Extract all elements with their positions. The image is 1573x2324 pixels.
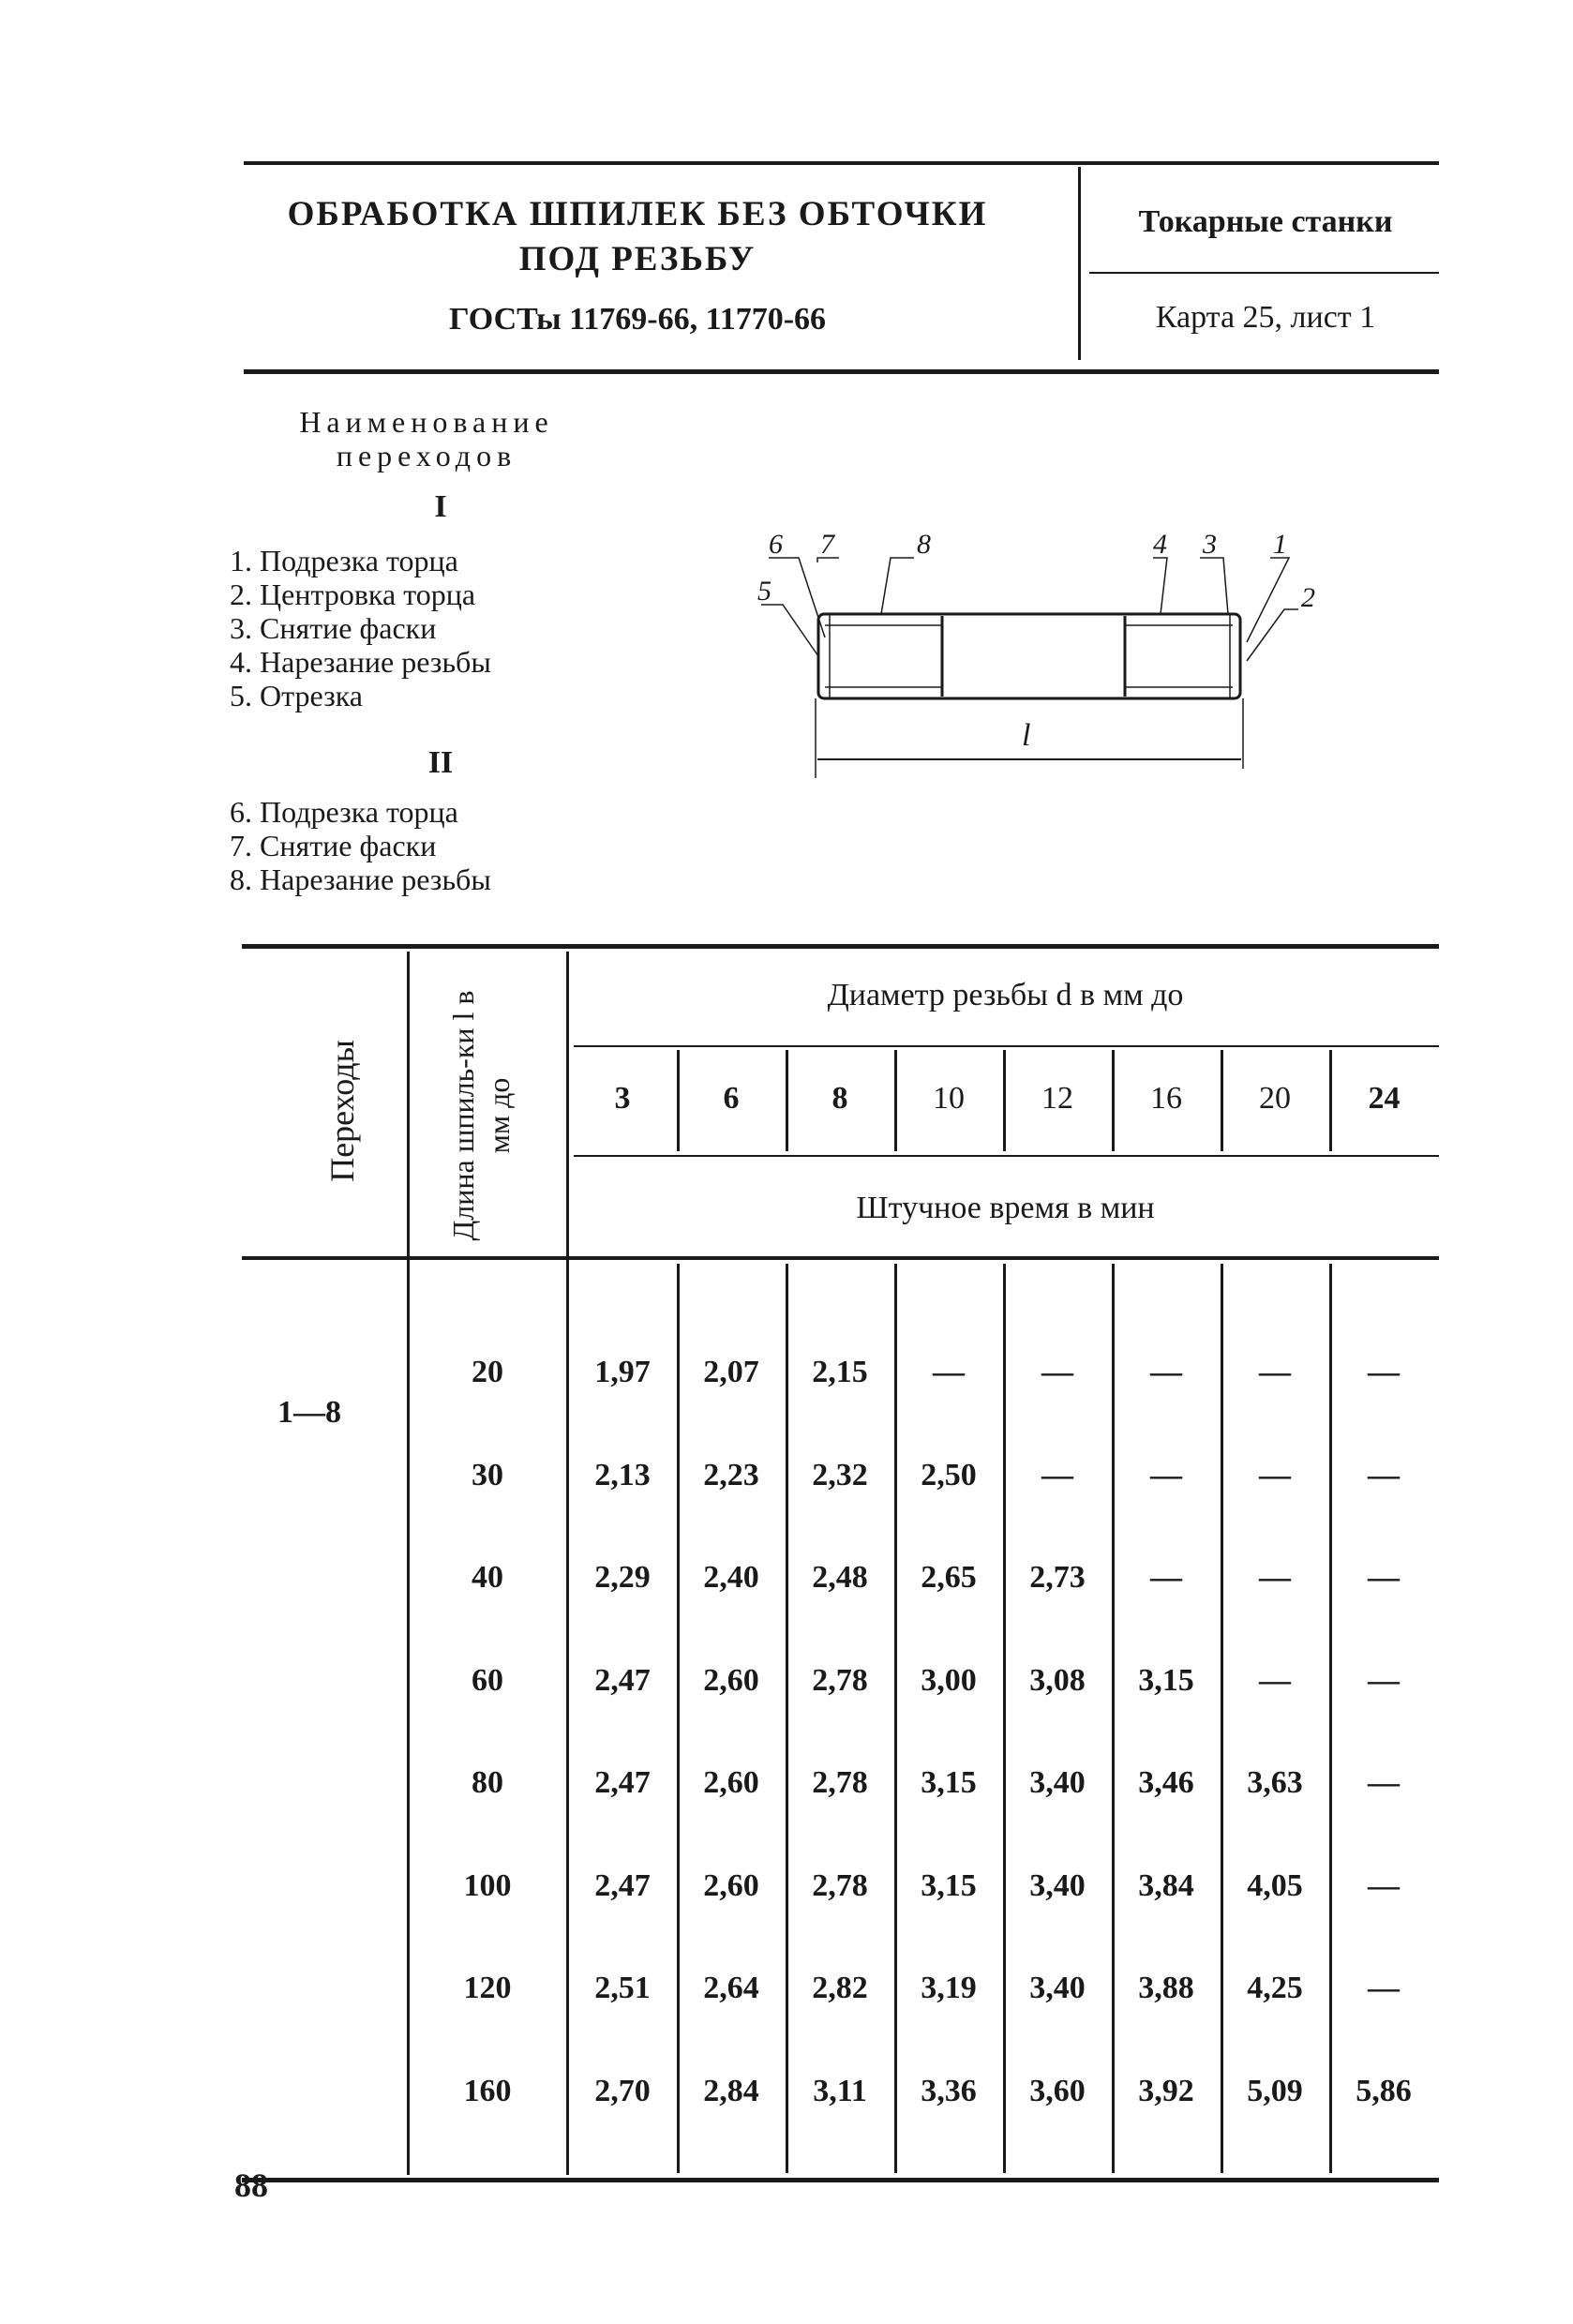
- length-cell: 60: [472, 1663, 503, 1698]
- diameter-value: 3: [614, 1081, 631, 1116]
- time-cell: 5,86: [1356, 2074, 1412, 2108]
- diameter-header: Диаметр резьбы d в мм до: [827, 978, 1184, 1012]
- time-cell: 2,70: [594, 2074, 651, 2108]
- time-cell: 2,73: [1029, 1560, 1086, 1595]
- time-cell: —: [1150, 1560, 1182, 1595]
- operations-group-1: I: [434, 489, 447, 524]
- time-cell: 2,78: [812, 1765, 868, 1800]
- document-title: [253, 192, 1022, 282]
- time-cell: —: [1368, 1458, 1400, 1492]
- diagram-label-3: 3: [1203, 529, 1217, 560]
- length-cell: 100: [463, 1868, 512, 1903]
- body-col-rule: [1221, 1264, 1223, 2173]
- diagram-label-6: 6: [769, 529, 783, 560]
- col-header-transitions: Переходы: [323, 1040, 361, 1182]
- diameter-value: 6: [723, 1081, 740, 1116]
- time-cell: 2,51: [594, 1971, 651, 2005]
- diagram-label-2: 2: [1301, 582, 1315, 613]
- header-side-rule: [1089, 272, 1439, 274]
- time-cell: —: [1150, 1458, 1182, 1492]
- time-cell: 2,48: [812, 1560, 868, 1595]
- time-cell: 2,13: [594, 1458, 651, 1492]
- time-cell: 2,82: [812, 1971, 868, 2005]
- col-rule-transitions: [407, 952, 410, 2175]
- time-cell: 3,36: [921, 2074, 977, 2108]
- diameter-value: 16: [1150, 1081, 1182, 1116]
- operations-list-1: [230, 544, 491, 712]
- length-cell: 120: [463, 1971, 512, 2005]
- body-col-rule: [1329, 1264, 1332, 2173]
- operation-item: 1. Подрезка торца: [230, 544, 458, 577]
- time-cell: 2,40: [703, 1560, 759, 1595]
- diameter-value: 24: [1368, 1081, 1401, 1116]
- body-col-rule: [1112, 1264, 1115, 2173]
- time-cell: —: [1150, 1355, 1182, 1389]
- time-cell: 3,84: [1138, 1868, 1194, 1903]
- time-cell: 3,19: [921, 1971, 977, 2005]
- time-cell: 3,40: [1029, 1765, 1086, 1800]
- operations-title: [253, 405, 600, 472]
- time-cell: —: [1368, 1971, 1400, 2005]
- time-cell: 2,47: [594, 1868, 651, 1903]
- operation-item: 2. Центровка торца: [230, 577, 476, 611]
- transitions-range: 1—8: [277, 1395, 341, 1430]
- diagram-label-5: 5: [757, 576, 772, 607]
- leader-5: [761, 605, 818, 656]
- time-cell: 2,60: [703, 1868, 759, 1903]
- time-cell: 3,15: [921, 1765, 977, 1800]
- diagram-label-8: 8: [917, 529, 931, 560]
- time-cell: 3,88: [1138, 1971, 1194, 2005]
- stud-diagram: [741, 520, 1341, 783]
- time-cell: 2,78: [812, 1868, 868, 1903]
- time-cell: 2,65: [921, 1560, 977, 1595]
- time-cell: 2,07: [703, 1355, 759, 1389]
- machine-type: Токарные станки: [1138, 204, 1393, 239]
- time-cell: —: [933, 1355, 965, 1389]
- page-number: 88: [234, 2167, 268, 2204]
- time-cell: 4,25: [1247, 1971, 1303, 2005]
- time-cell: 2,78: [812, 1663, 868, 1698]
- header-divider: [1078, 167, 1081, 360]
- time-cell: 2,32: [812, 1458, 868, 1492]
- body-col-rule: [677, 1264, 680, 2173]
- time-cell: 2,47: [594, 1765, 651, 1800]
- time-cell: 4,05: [1247, 1868, 1303, 1903]
- stud-body: [818, 614, 1240, 698]
- diagram-label-7: 7: [820, 529, 834, 560]
- time-cell: —: [1259, 1458, 1291, 1492]
- diameter-value: 20: [1259, 1081, 1291, 1116]
- time-cell: —: [1368, 1355, 1400, 1389]
- length-cell: 160: [463, 2074, 512, 2108]
- time-cell: 3,63: [1247, 1765, 1303, 1800]
- time-cell: 3,08: [1029, 1663, 1086, 1698]
- time-cell: 1,97: [594, 1355, 651, 1389]
- col-header-length: Длина шпиль-ки l в мм до: [446, 990, 516, 1241]
- time-cell: —: [1368, 1560, 1400, 1595]
- time-cell: 5,09: [1247, 2074, 1303, 2108]
- time-cell: 2,64: [703, 1971, 759, 2005]
- dimension-label: l: [1022, 718, 1031, 753]
- time-cell: 2,60: [703, 1663, 759, 1698]
- time-cell: —: [1259, 1560, 1291, 1595]
- time-cell: —: [1259, 1663, 1291, 1698]
- time-cell: 3,60: [1029, 2074, 1086, 2108]
- diameter-values-rule: [574, 1155, 1439, 1157]
- length-cell: 80: [472, 1765, 503, 1800]
- gost-reference: ГОСТы 11769-66, 11770-66: [448, 302, 827, 337]
- operations-title-line-1: Наименование: [299, 405, 554, 439]
- time-cell: 2,60: [703, 1765, 759, 1800]
- time-cell: 3,15: [1138, 1663, 1194, 1698]
- operations-title-line-2: переходов: [336, 439, 517, 472]
- time-cell: 3,92: [1138, 2074, 1194, 2108]
- time-cell: 2,84: [703, 2074, 759, 2108]
- operation-item: 8. Нарезание резьбы: [230, 862, 491, 896]
- table-top-rule: [242, 944, 1439, 949]
- time-cell: 3,15: [921, 1868, 977, 1903]
- time-cell: 2,29: [594, 1560, 651, 1595]
- time-cell: —: [1041, 1355, 1073, 1389]
- header-bottom-table-rule: [242, 1256, 1439, 1260]
- time-header: Штучное время в мин: [856, 1191, 1155, 1225]
- time-cell: 3,11: [813, 2074, 867, 2108]
- time-cell: 3,40: [1029, 1868, 1086, 1903]
- body-col-rule: [786, 1264, 788, 2173]
- leader-4: [1153, 558, 1167, 614]
- time-cell: 2,47: [594, 1663, 651, 1698]
- time-cell: —: [1259, 1355, 1291, 1389]
- diagram-label-4: 4: [1153, 529, 1167, 560]
- operation-item: 7. Снятие фаски: [230, 829, 437, 862]
- time-cell: 2,50: [921, 1458, 977, 1492]
- diameter-header-rule: [574, 1045, 1439, 1047]
- body-col-rule: [1003, 1264, 1006, 2173]
- operations-group-2: II: [427, 745, 454, 780]
- operation-item: 3. Снятие фаски: [230, 611, 437, 645]
- leader-2: [1247, 609, 1298, 661]
- diameter-value: 8: [831, 1081, 848, 1116]
- operation-item: 4. Нарезание резьбы: [230, 645, 491, 679]
- leader-1: [1247, 558, 1289, 642]
- time-cell: —: [1368, 1868, 1400, 1903]
- operation-item: 6. Подрезка торца: [230, 795, 458, 829]
- time-cell: 3,46: [1138, 1765, 1194, 1800]
- leader-3: [1200, 558, 1228, 614]
- length-cell: 40: [472, 1560, 503, 1595]
- diagram-label-1: 1: [1273, 529, 1287, 560]
- operations-list-2: [230, 795, 491, 896]
- time-cell: —: [1368, 1663, 1400, 1698]
- length-cell: 20: [472, 1355, 503, 1389]
- header-bottom-rule: [244, 369, 1439, 374]
- time-cell: 3,00: [921, 1663, 977, 1698]
- time-cell: —: [1041, 1458, 1073, 1492]
- time-cell: 2,23: [703, 1458, 759, 1492]
- diameter-value: 10: [933, 1081, 965, 1116]
- leader-8: [881, 558, 914, 614]
- title-line-2: ПОД РЕЗЬБУ: [518, 240, 757, 278]
- header-top-rule: [244, 161, 1439, 165]
- table-bottom-rule: [242, 2178, 1439, 2182]
- time-cell: 3,40: [1029, 1971, 1086, 2005]
- title-line-1: ОБРАБОТКА ШПИЛЕК БЕЗ ОБТОЧКИ: [287, 195, 988, 233]
- card-sheet: Карта 25, лист 1: [1155, 300, 1376, 335]
- diameter-value: 12: [1041, 1081, 1073, 1116]
- time-cell: —: [1368, 1765, 1400, 1800]
- time-cell: 2,15: [812, 1355, 868, 1389]
- operation-item: 5. Отрезка: [230, 679, 363, 712]
- length-cell: 30: [472, 1458, 503, 1492]
- body-col-rule: [894, 1264, 897, 2173]
